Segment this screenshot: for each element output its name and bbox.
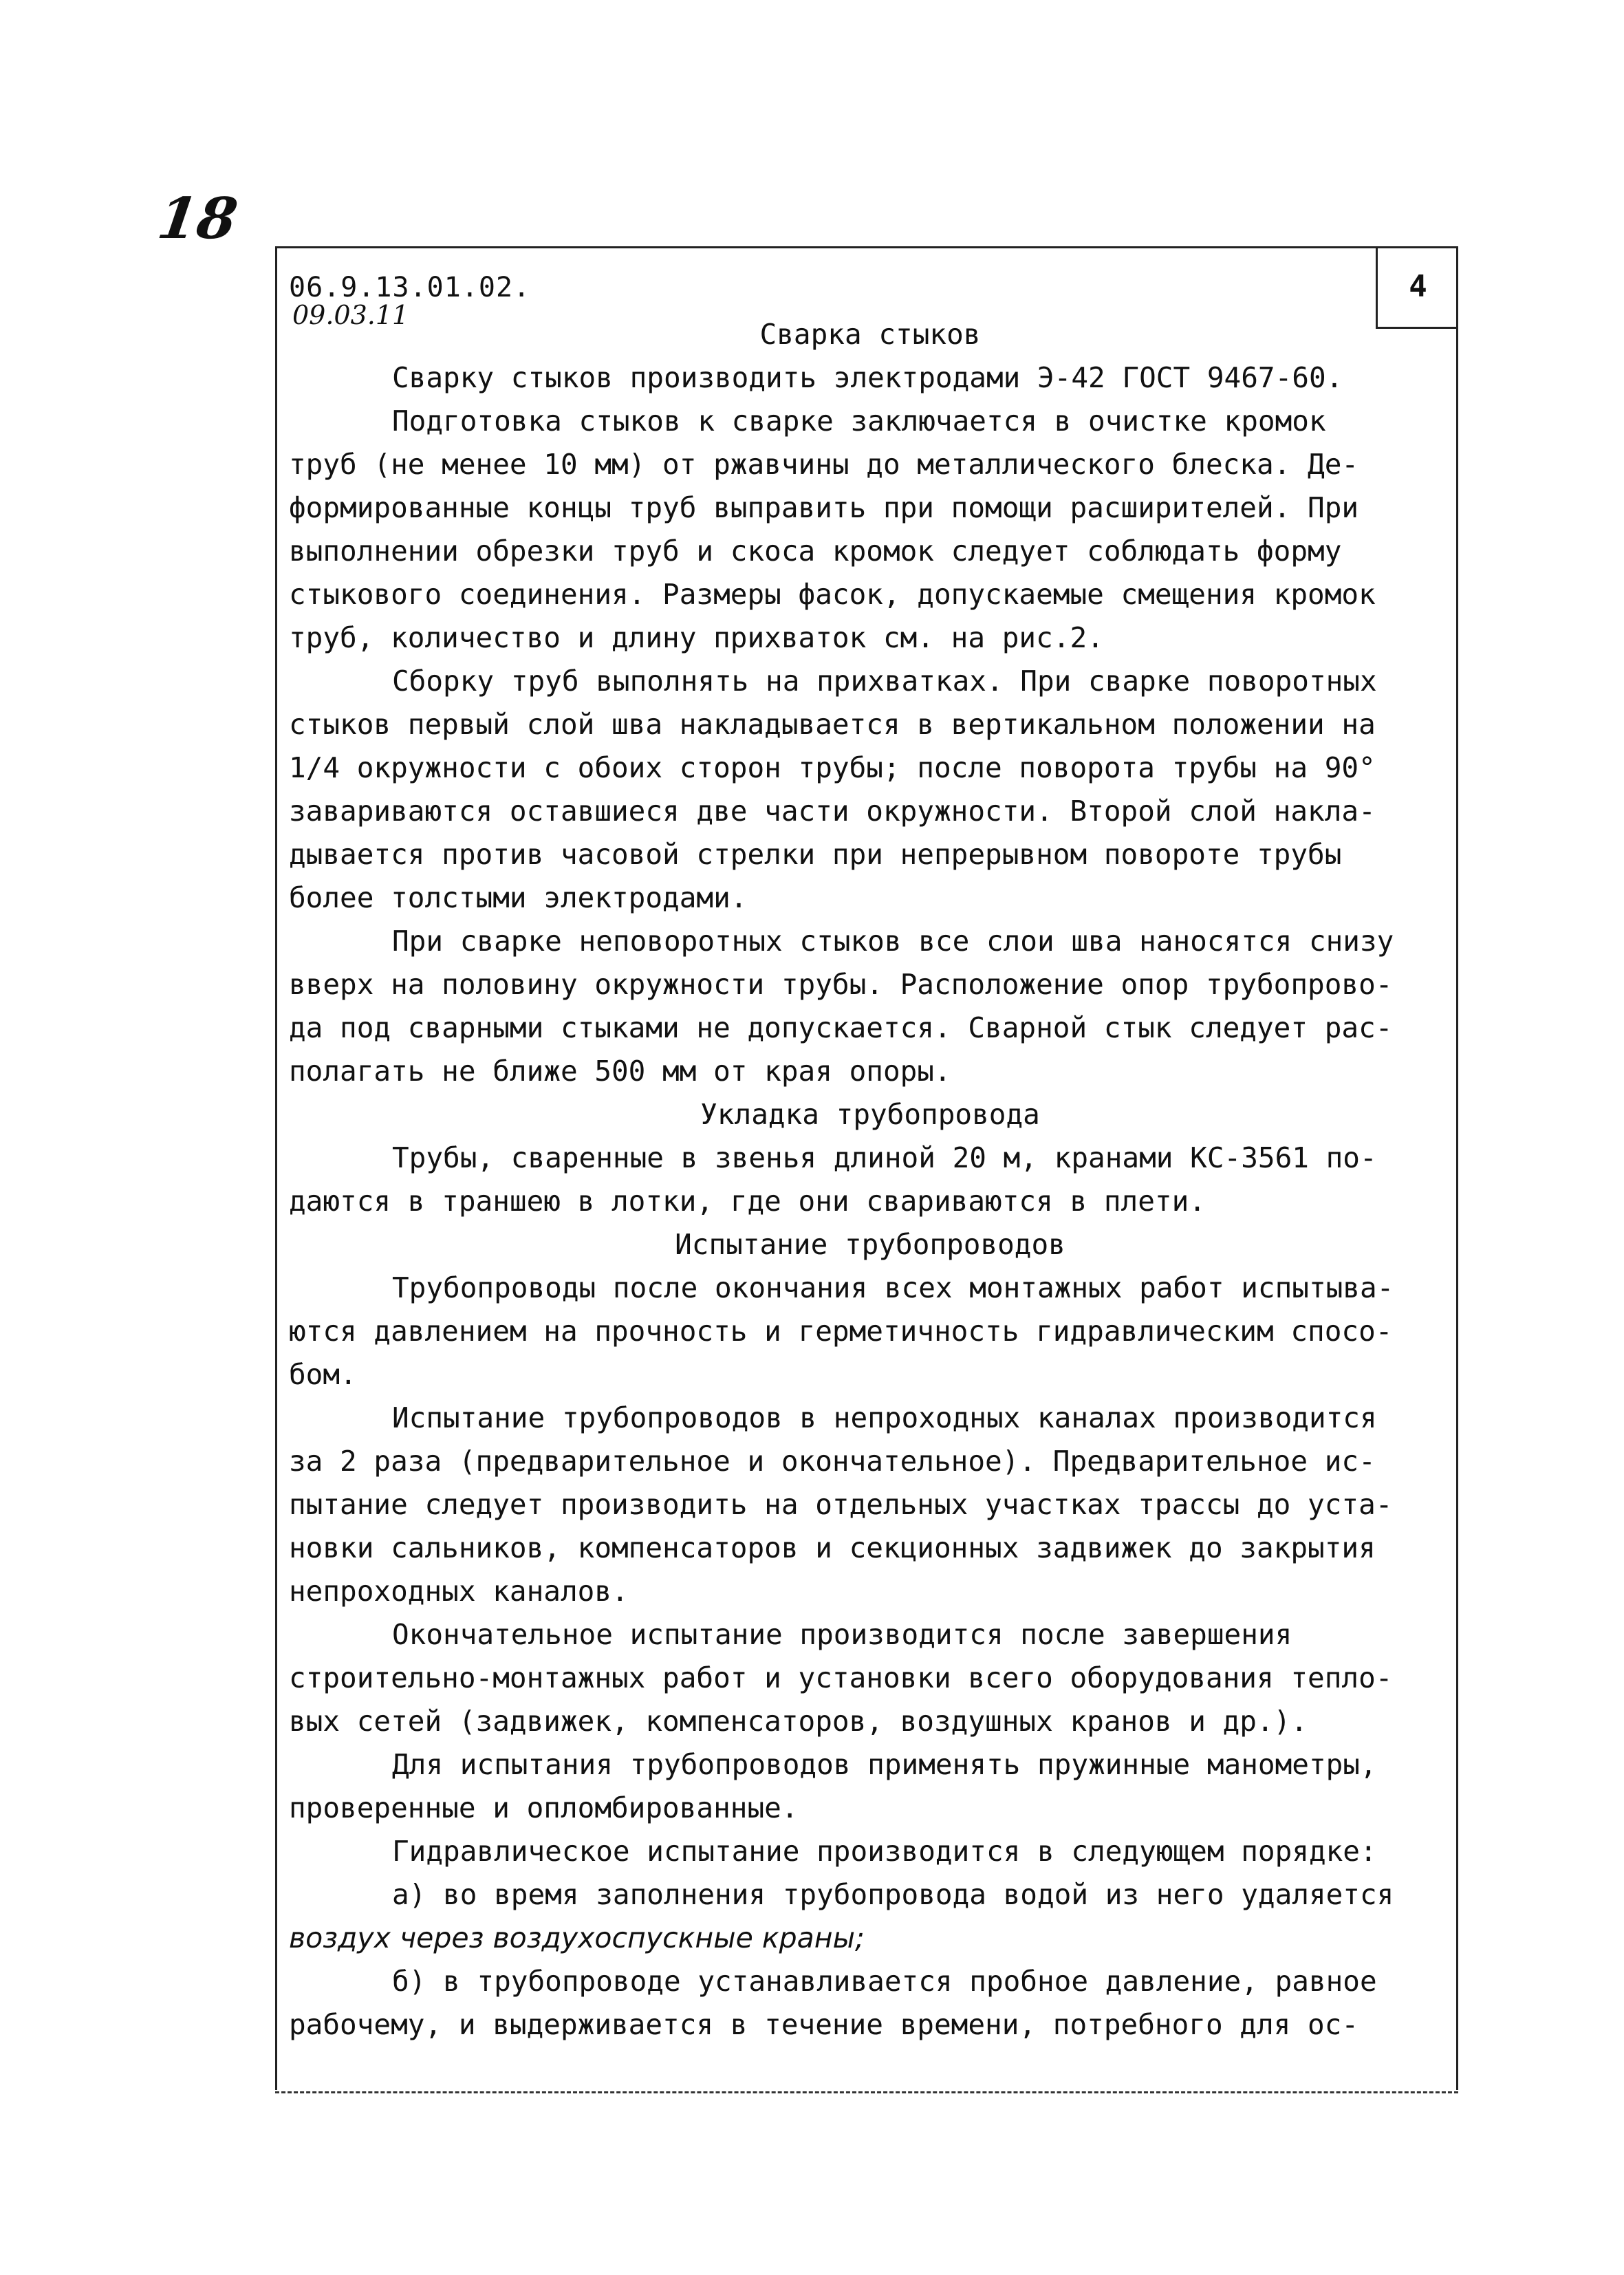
text-line: Для испытания трубопроводов применять пружинные манометры, — [392, 1748, 1377, 1781]
text-line: пытание следует производить на отдельных участках трассы до уста- — [289, 1488, 1393, 1521]
text-line: выполнении обрезки труб и скоса кромок следует соблюдать форму — [289, 535, 1342, 568]
document-date: 09.03.11 — [292, 300, 409, 330]
text-line: Трубы, сваренные в звенья длиной 20 м, кранами КС-3561 по- — [392, 1141, 1377, 1174]
text-line: Сборку труб выполнять на прихватках. При сварке поворотных — [392, 665, 1377, 698]
text-line: непроходных каналов. — [289, 1575, 629, 1608]
sheet-number: 4 — [1409, 269, 1427, 304]
text-line: Окончательное испытание производится после завершения — [392, 1618, 1292, 1651]
document-code: 06.9.13.01.02. — [289, 272, 531, 303]
text-line: б) в трубопроводе устанавливается пробное давление, равное — [392, 1965, 1377, 1998]
text-line: рабочему, и выдерживается в течение времени, потребного для ос- — [289, 2008, 1359, 2041]
text-line: При сварке неповоротных стыков все слои шва наносятся снизу — [392, 925, 1394, 958]
text-line: труб (не менее 10 мм) от ржавчины до металлического блеска. Де- — [289, 448, 1359, 481]
text-line: полагать не ближе 500 мм от края опоры. — [289, 1055, 951, 1088]
text-line: строительно-монтажных работ и установки всего оборудования тепло- — [289, 1661, 1393, 1694]
text-line: бом. — [289, 1358, 357, 1391]
text-line: Испытание трубопроводов в непроходных каналах производится — [392, 1401, 1377, 1434]
text-line: а) во время заполнения трубопровода водой из него удаляется — [392, 1878, 1394, 1911]
text-line: новки сальников, компенсаторов и секционных задвижек до закрытия — [289, 1531, 1376, 1564]
text-line: формированные концы труб выправить при помощи расширителей. При — [289, 491, 1359, 524]
text-line: за 2 раза (предварительное и окончательное). Предварительное ис- — [289, 1445, 1376, 1478]
section-heading: Испытание трубопроводов — [675, 1228, 1065, 1261]
text-line: стыков первый слой шва накладывается в вертикальном положении на — [289, 708, 1376, 741]
document-body — [289, 313, 1451, 2047]
text-line: вверх на половину окружности трубы. Расположение опор трубопрово- — [289, 968, 1393, 1001]
text-line: Сварку стыков производить электродами Э-42 ГОСТ 9467-60. — [392, 361, 1343, 394]
text-line: завариваются оставшиеся две части окружности. Второй слой накла- — [289, 795, 1376, 828]
section-heading: Сварка стыков — [759, 318, 981, 351]
text-line: стыкового соединения. Размеры фасок, допускаемые смещения кромок — [289, 578, 1376, 611]
text-line: вых сетей (задвижек, компенсаторов, воздушных кранов и др.). — [289, 1705, 1308, 1738]
text-line: 1/4 окружности с обоих сторон трубы; после поворота трубы на 90° — [289, 751, 1376, 784]
text-line: Трубопроводы после окончания всех монтажных работ испытыва- — [392, 1271, 1394, 1304]
text-line: Гидравлическое испытание производится в следующем порядке: — [392, 1835, 1377, 1868]
frame-bottom-line — [275, 2091, 1458, 2093]
text-line: ются давлением на прочность и герметичность гидравлическим спосо- — [289, 1315, 1393, 1348]
text-line: дывается против часовой стрелки при непрерывном повороте трубы — [289, 838, 1342, 871]
section-heading: Укладка трубопровода — [700, 1098, 1040, 1131]
text-line: проверенные и опломбированные. — [289, 1791, 799, 1824]
text-line: труб, количество и длину прихваток см. на рис.2. — [289, 621, 1104, 654]
text-line: да под сварными стыками не допускается. Сварной стык следует рас- — [289, 1011, 1393, 1044]
text-line: воздух через воздухоспускные краны; — [289, 1921, 865, 1954]
page-number: 18 — [153, 186, 241, 252]
text-line: даются в траншею в лотки, где они свариваются в плети. — [289, 1185, 1206, 1218]
text-line: Подготовка стыков к сварке заключается в очистке кромок — [392, 405, 1326, 438]
text-line: более толстыми электродами. — [289, 881, 748, 914]
